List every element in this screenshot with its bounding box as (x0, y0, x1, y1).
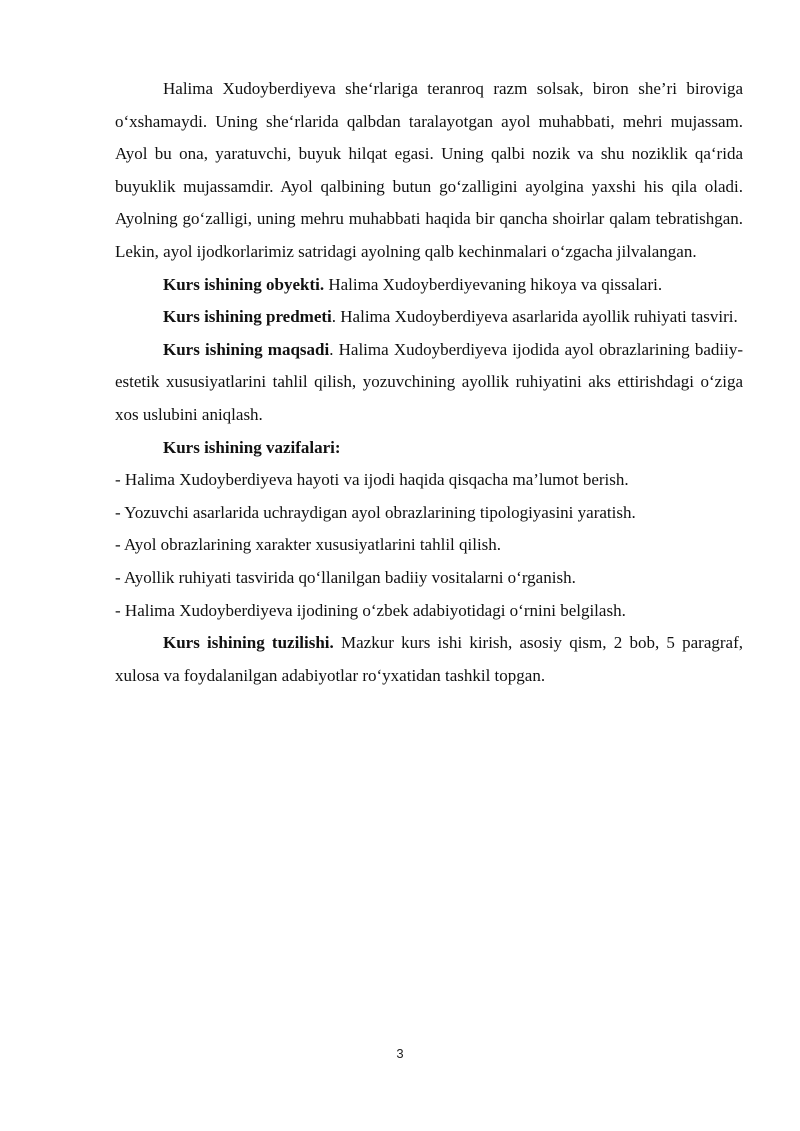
tasks-label: Kurs ishining vazifalari: (163, 437, 341, 457)
list-item: - Halima Xudoyberdiyeva ijodining o‘zbek adabiyotidagi o‘rnini belgilash. (115, 600, 626, 620)
goal-text: . Halima Xudoyberdiyeva ijodida ayol obrazlarining badiiy-estetik xususiyatlarini tahlil qilish, yozuvchining ayollik ruhiyatini aks ettirishdagi o‘ziga xos uslubini aniqlash. (115, 339, 743, 424)
structure-label: Kurs ishining tuzilishi. (163, 633, 334, 653)
subject-text: . Halima Xudoyberdiyeva asarlarida ayollik ruhiyati tasviri. (331, 307, 738, 327)
structure-text: Mazkur kurs ishi kirish, asosiy qism, 2 bob, 5 paragraf, xulosa va foydalanilgan adabiyotlar ro‘yxatidan tashkil topgan. (115, 633, 743, 685)
object-label: Kurs ishining obyekti. (163, 274, 325, 294)
goal-paragraph (115, 334, 743, 432)
list-item: - Ayollik ruhiyati tasvirida qo‘llanilgan badiiy vositalarni o‘rganish. (115, 567, 576, 587)
list-item: - Halima Xudoyberdiyeva hayoti va ijodi haqida qisqacha ma’lumot berish. (115, 470, 629, 490)
subject-paragraph (115, 301, 743, 334)
subject-label: Kurs ishining predmeti (163, 307, 332, 327)
list-item: - Yozuvchi asarlarida uchraydigan ayol obrazlarining tipologiyasini yaratish. (115, 502, 636, 522)
goal-label: Kurs ishining maqsadi (163, 339, 330, 359)
object-text: Halima Xudoyberdiyevaning hikoya va qissalari. (324, 274, 663, 294)
tasks-heading (115, 432, 743, 465)
list-item: - Ayol obrazlarining xarakter xususiyatlarini tahlil qilish. (115, 535, 502, 555)
intro-paragraph: Halima Xudoyberdiyeva she‘rlariga teranroq razm solsak, biron she’ri biroviga o‘xshamaydi. Uning she‘rlarida qalbdan taralayotgan ayol muhabbati, mehri mujassam. Ayol bu ona, yaratuvchi, buyuk hilqat egasi. Uning qalbi nozik va shu noziklik qa‘rida buyuklik mujassamdir. Ayol qalbining butun go‘zalligini ayolgina yaxshi his qila oladi. Ayolning go‘zalligi, uning mehru muhabbati haqida bir qancha shoirlar qalam tebratishgan. Lekin, ayol ijodkorlarimiz satridagi ayolning qalb kechinmalari o‘zgacha jilvalangan. (115, 79, 743, 261)
page-body (115, 73, 743, 692)
page-number: 3 (396, 1046, 404, 1061)
structure-paragraph (115, 627, 743, 692)
object-paragraph (115, 269, 743, 302)
